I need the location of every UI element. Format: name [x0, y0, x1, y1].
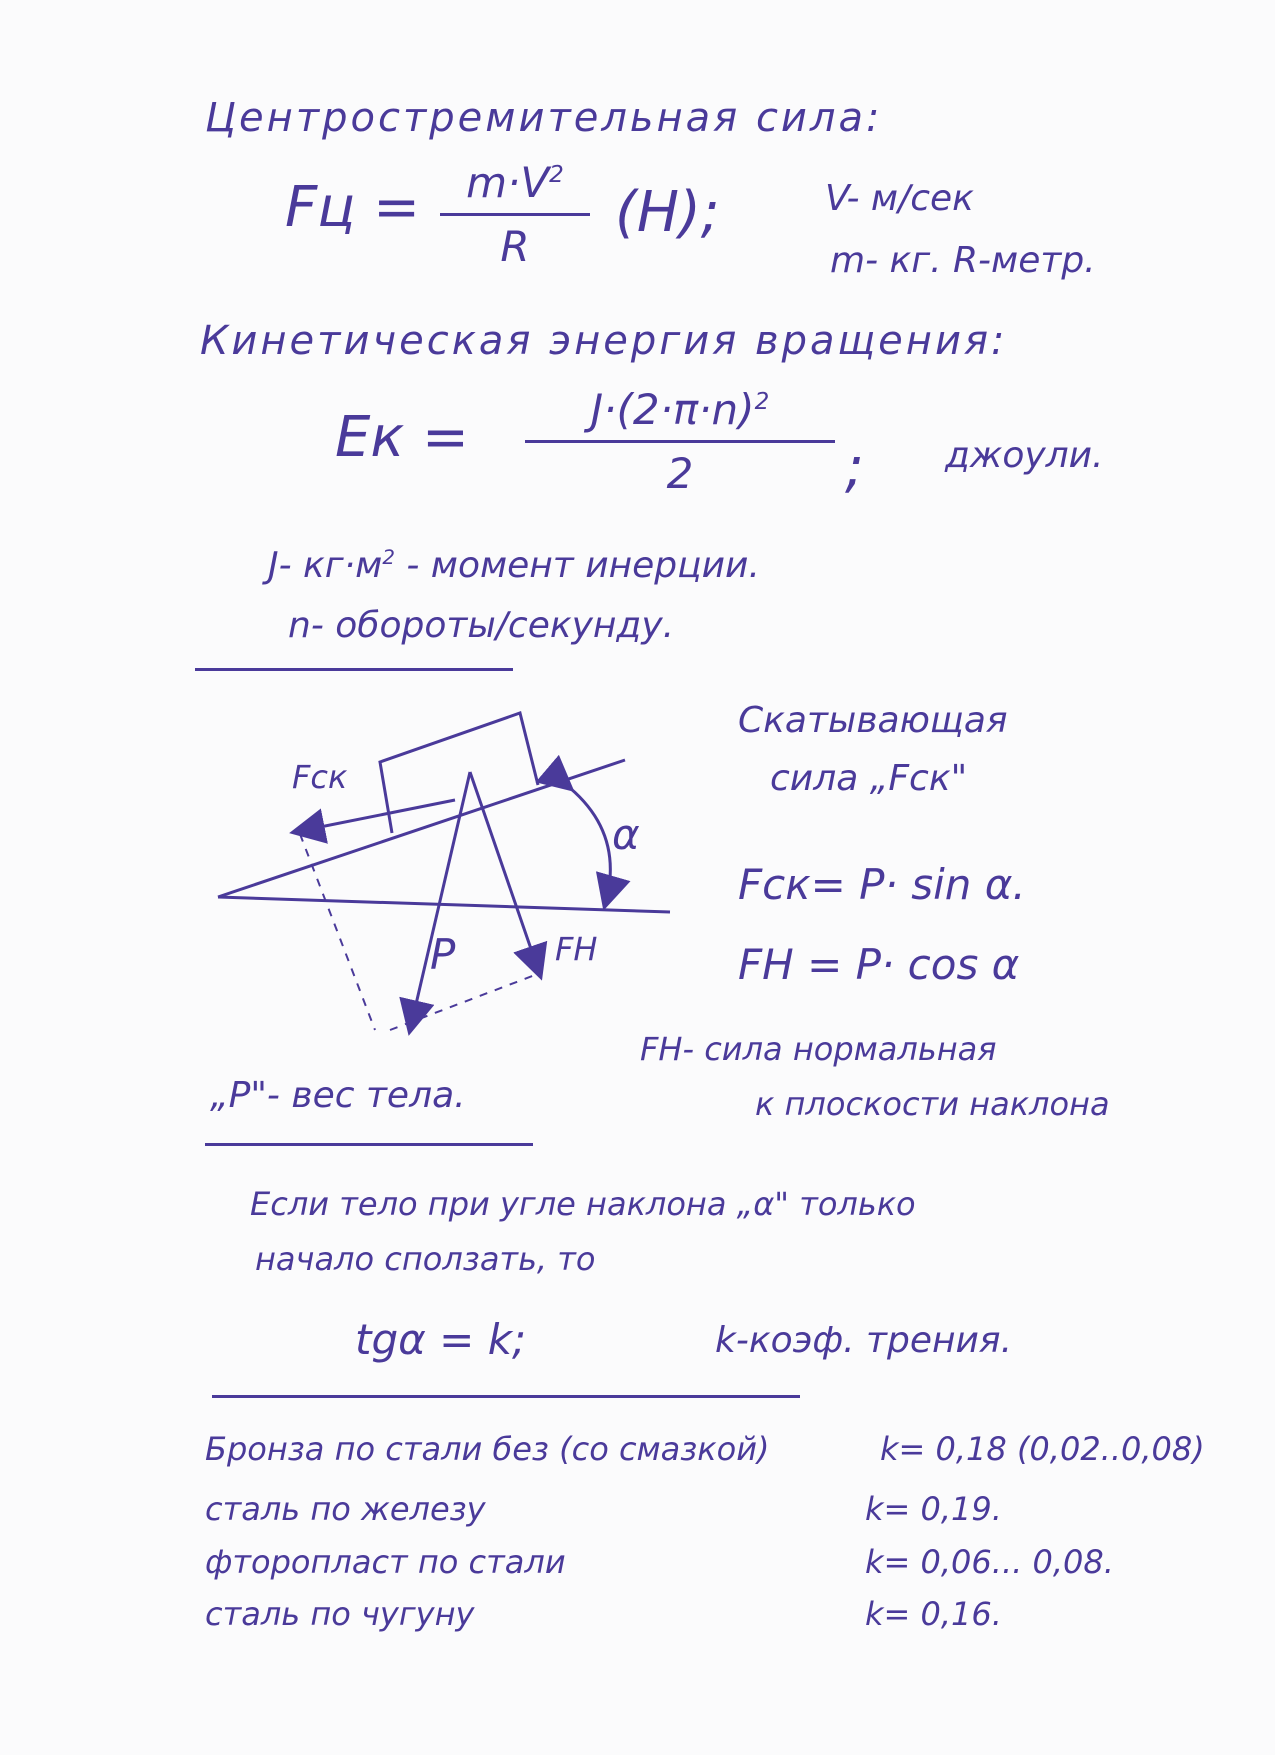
friction-value: k= 0,06... 0,08. — [865, 1543, 1114, 1581]
kinetic-denominator: 2 — [666, 449, 694, 498]
section-divider — [212, 1395, 800, 1398]
normal-force-eq: FН = P· cos α — [738, 940, 1020, 989]
dashed-line — [300, 834, 375, 1030]
friction-material: Бронза по стали без (со смазкой) — [205, 1430, 770, 1468]
normal-force-def-2: к плоскости наклона — [755, 1085, 1110, 1123]
normal-force-def-1: FН- сила нормальная — [640, 1030, 997, 1068]
friction-value: k= 0,19. — [865, 1490, 1002, 1528]
kinetic-lhs: Eк = — [335, 405, 469, 470]
dashed-line — [390, 975, 535, 1030]
label-weight: P — [430, 930, 456, 979]
friction-material: сталь по чугуну — [205, 1595, 475, 1633]
rolling-force-eq: Fск= P· sin α. — [738, 860, 1026, 909]
friction-text-2: начало сползать, то — [255, 1240, 596, 1278]
kinetic-unit: джоули. — [945, 435, 1104, 476]
friction-material: фторопласт по стали — [205, 1543, 566, 1581]
section-divider — [205, 1143, 533, 1146]
kinetic-title: Кинетическая энергия вращения: — [200, 318, 1008, 364]
label-alpha: α — [612, 810, 640, 859]
weight-arrow — [410, 772, 470, 1030]
incline-title-1: Скатывающая — [738, 700, 1008, 741]
rolling-force-arrow — [295, 800, 455, 832]
centripetal-numerator: $m\cdot V^2$ — [466, 158, 564, 207]
friction-material: сталь по железу — [205, 1490, 486, 1528]
rpm-def: n- обороты/секунду. — [288, 605, 675, 646]
centripetal-denominator: R — [500, 222, 530, 271]
friction-value: k= 0,18 (0,02..0,08) — [880, 1430, 1205, 1468]
label-normal-force: FН — [555, 930, 598, 968]
centripetal-title: Центростремительная сила: — [205, 95, 883, 141]
ground-line — [218, 897, 670, 912]
friction-coef-def: k-коэф. трения. — [715, 1320, 1013, 1361]
centripetal-note-mass-radius: m- кг. R-метр. — [830, 240, 1096, 281]
incline-line — [218, 760, 625, 897]
weight-def: „P"- вес тела. — [210, 1075, 466, 1116]
kinetic-numerator: $J\cdot(2\cdot\pi\cdot n)^2$ — [590, 385, 770, 434]
centripetal-lhs: Fц = — [285, 175, 421, 240]
incline-title-2: сила „Fск" — [770, 758, 968, 799]
friction-value: k= 0,16. — [865, 1595, 1002, 1633]
label-fsk: Fск — [292, 758, 348, 796]
moment-of-inertia-def: J- $кг\cdot м^2$ - момент инерции. — [268, 545, 760, 586]
normal-force-arrow — [470, 772, 540, 975]
centripetal-unit: (Н); — [615, 180, 720, 245]
friction-text-1: Если тело при угле наклона „α" только — [250, 1185, 916, 1223]
angle-arc — [570, 788, 610, 905]
friction-formula: tgα = k; — [355, 1315, 527, 1364]
kinetic-semicolon: ; — [845, 435, 864, 500]
centripetal-note-velocity: V- м/сек — [825, 178, 974, 219]
